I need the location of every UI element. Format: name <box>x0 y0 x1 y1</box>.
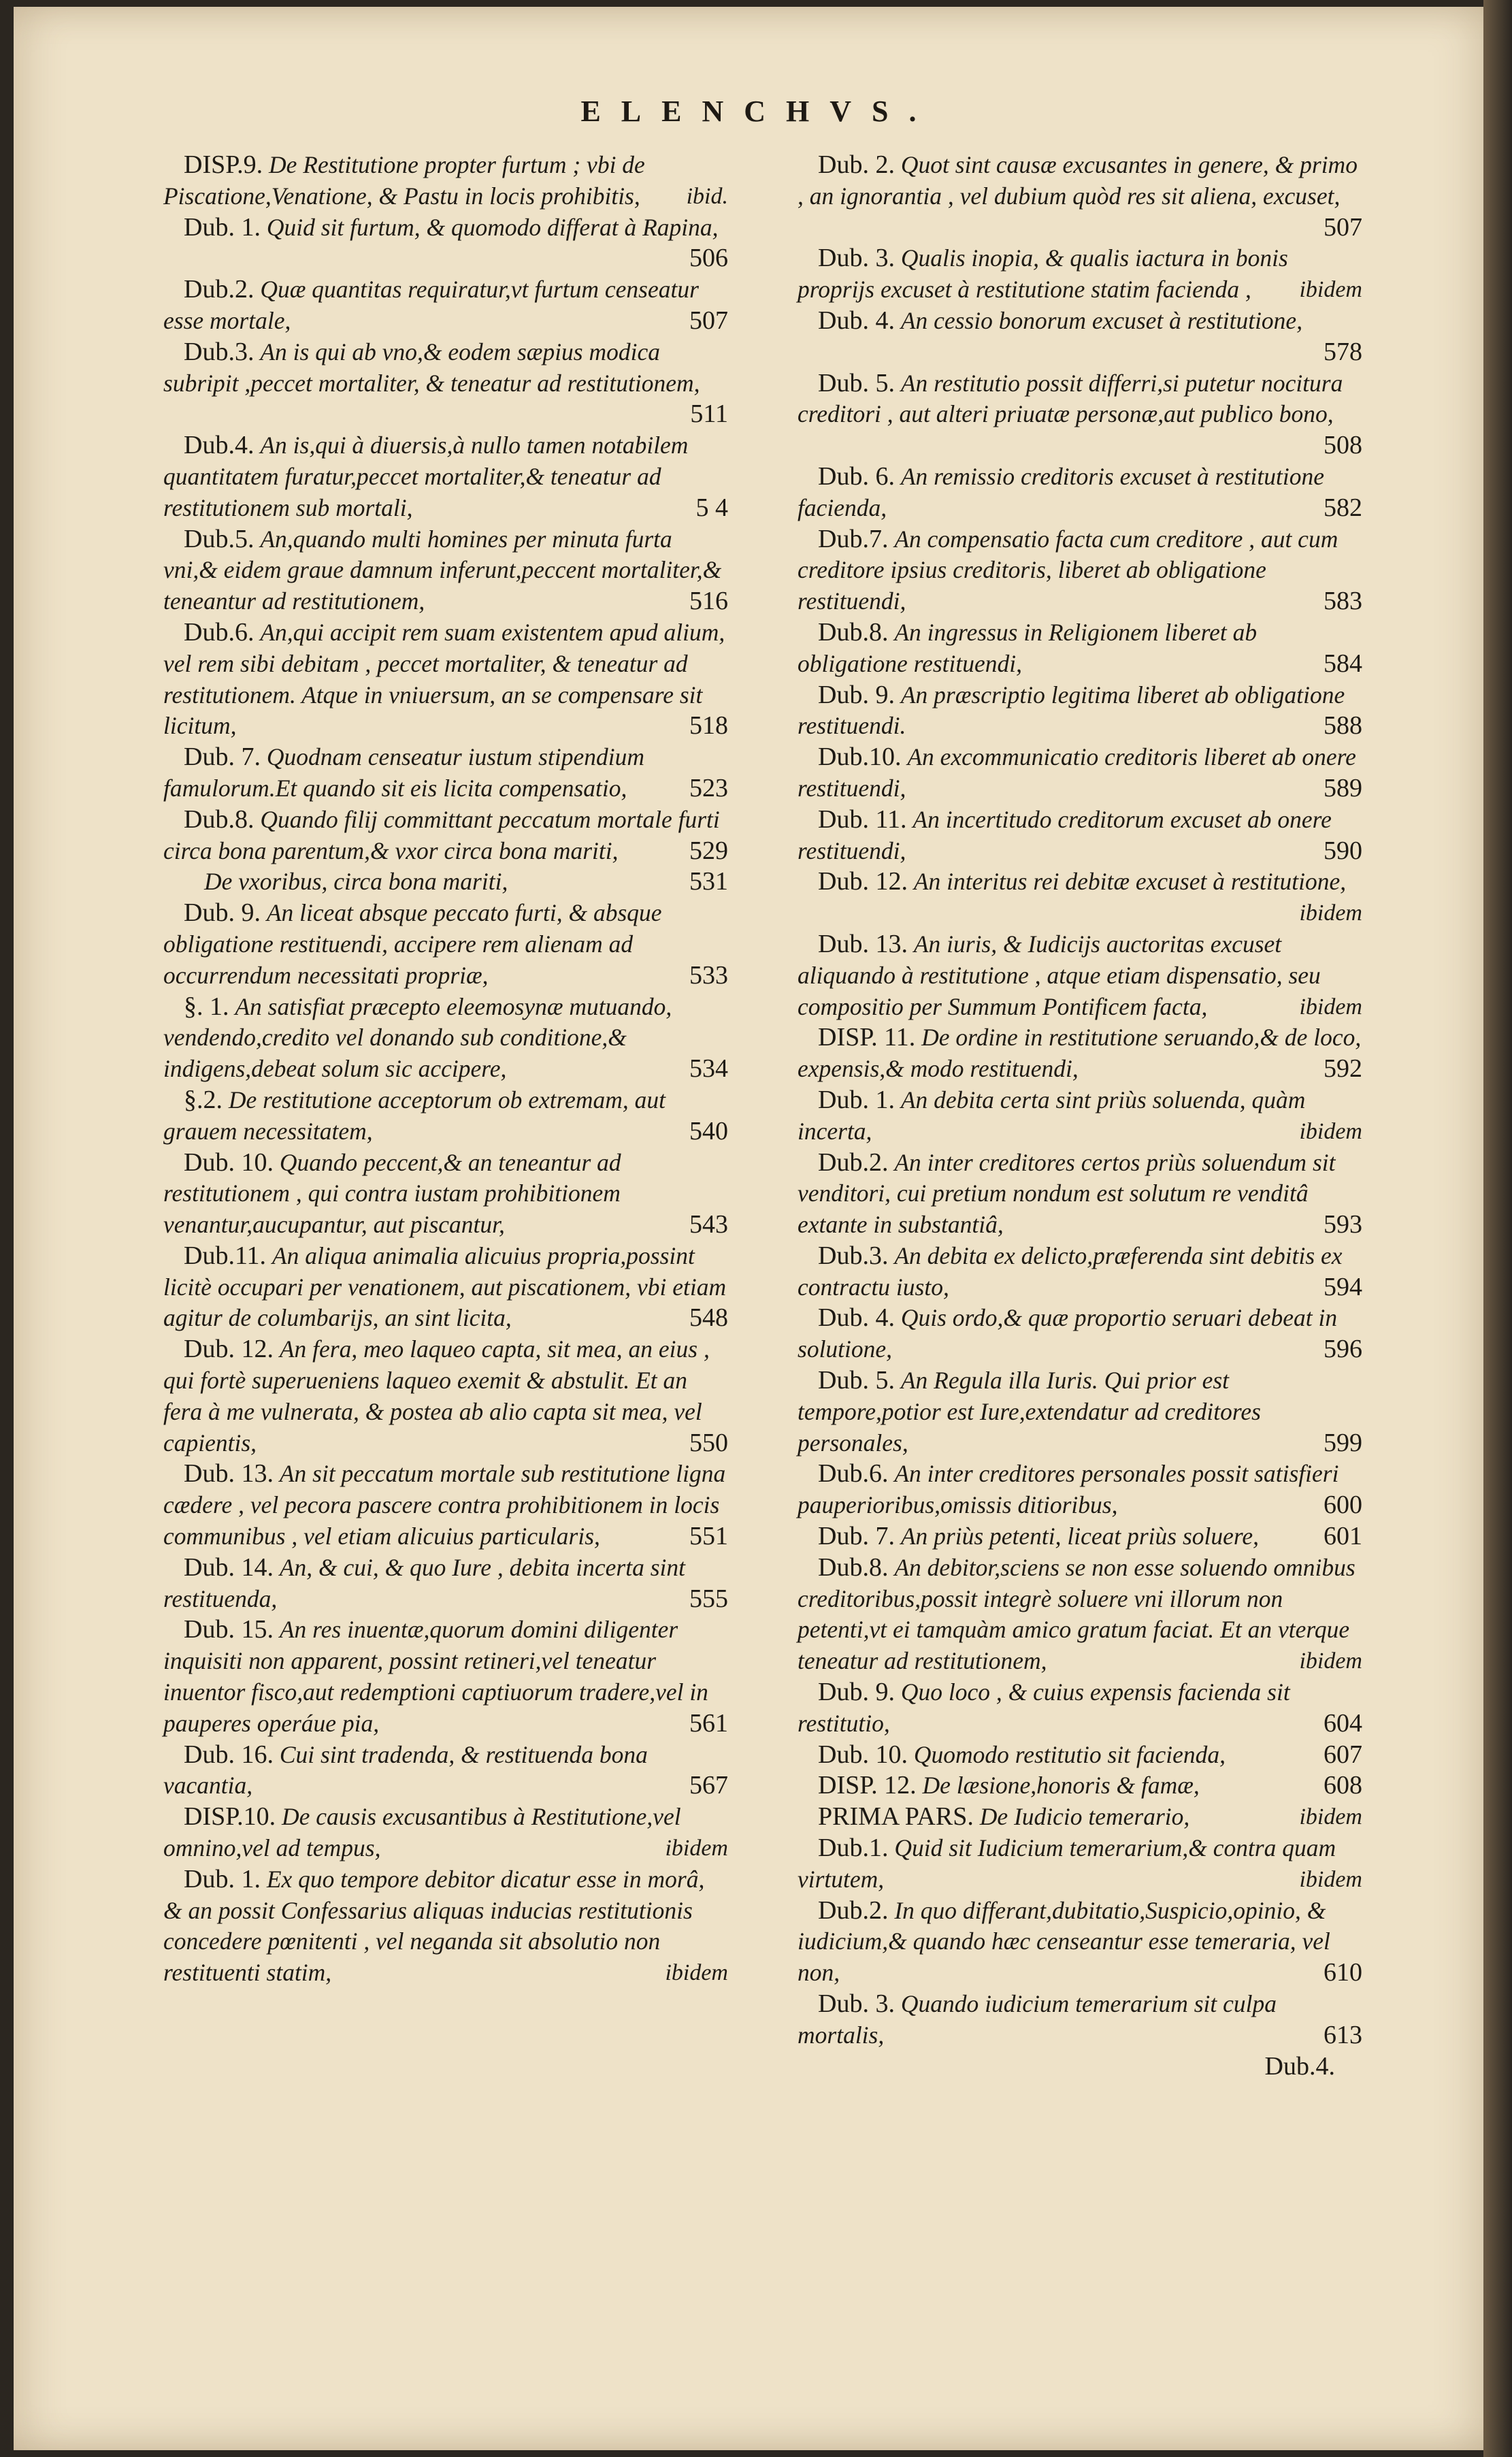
entry-label: Dub.5. <box>184 524 254 553</box>
entry-text: An is,qui à diuersis,à nullo tamen notabilem quantitatem furatur,peccet mortaliter,& teneatur ad restitutionem sub mortali, <box>163 432 689 521</box>
entry-text: Quo loco , & cuius expensis facienda sit restitutio, <box>798 1678 1290 1737</box>
entry-text: An satisfiat præcepto eleemosynæ mutuando, vendendo,credito vel donando sub conditione,& indigens,debeat solum sic accipere, <box>163 992 672 1083</box>
entry-text: An remissio creditoris excuset à restitutione facienda, <box>798 462 1324 521</box>
entry-label: Dub. 14. <box>184 1552 274 1582</box>
entry-label: Dub.1. <box>818 1834 889 1863</box>
index-entry <box>163 617 728 742</box>
entry-label: Dub. 9. <box>184 898 261 928</box>
page-number: 511 <box>690 400 728 429</box>
entry-label: Dub. 1. <box>184 1864 261 1893</box>
entry-text: An inter creditores personales possit satisfieri pauperioribus,omissis ditioribus, <box>798 1460 1339 1519</box>
entry-label: Dub. 15. <box>184 1615 274 1644</box>
entry-text: Quot sint causæ excusantes in genere, & primo , an ignorantia , vel dubium quòd res sit aliena, excuset, <box>798 151 1358 210</box>
page-number: 540 <box>689 1116 728 1145</box>
index-entry <box>798 1895 1362 1989</box>
page-number: ibidem <box>1299 277 1362 303</box>
entry-text: Cui sint tradenda, & restituenda bona vacantia, <box>163 1740 648 1800</box>
entry-label: Dub. 12. <box>818 867 908 896</box>
index-entry <box>163 1148 728 1241</box>
index-entry <box>163 274 728 337</box>
entry-text: De Restitutione propter furtum ; vbi de Piscatione,Venatione, & Pastu in locis prohibitis, <box>163 151 645 210</box>
page-number: 531 <box>689 867 728 896</box>
entry-text: An res inuentæ,quorum domini diligenter inquisiti non apparent, possint retineri,vel teneatur inuentor fisco,aut redemptioni captiuorum tradere,vel in pauperes operáue pia, <box>163 1616 708 1737</box>
entry-label: Dub.8. <box>818 617 889 647</box>
entry-text: De restitutione acceptorum ob extremam, aut grauem necessitatem, <box>163 1086 666 1145</box>
entry-label: Dub.8. <box>818 1552 889 1582</box>
entry-label: Dub. 7. <box>818 1522 895 1551</box>
entry-label: Dub. 5. <box>818 1366 895 1395</box>
entry-text: An Regula illa Iuris. Qui prior est tempore,potior est Iure,extendatur ad creditores personales, <box>798 1367 1261 1457</box>
entry-text: De ordine in restitutione seruando,& de loco, expensis,& modo restituendi, <box>798 1024 1362 1083</box>
index-entry <box>163 742 728 804</box>
entry-label: Dub. 9. <box>818 1678 895 1707</box>
entry-label: Dub. 7. <box>184 743 261 772</box>
index-entry <box>798 1677 1362 1740</box>
page-number: ibidem <box>1299 1866 1362 1892</box>
index-entry <box>798 150 1362 243</box>
page-number: 608 <box>1324 1771 1362 1800</box>
index-entry <box>163 150 728 212</box>
entry-label: Dub. 5. <box>818 368 895 397</box>
page-number: 507 <box>1324 212 1362 242</box>
entry-text: Quando filij committant peccatum mortale furti circa bona parentum,& vxor circa bona mariti, <box>163 805 720 864</box>
page-number: ibidem <box>1299 1118 1362 1144</box>
index-entry <box>798 1085 1362 1148</box>
entry-text: De Iudicio temerario, <box>979 1803 1190 1831</box>
page-number: 593 <box>1324 1210 1362 1239</box>
left-column <box>163 150 728 1989</box>
index-entry <box>798 804 1362 867</box>
index-entry <box>798 1770 1362 1802</box>
page-number: 523 <box>689 773 728 802</box>
entry-text: An debitor,sciens se non esse soluendo omnibus creditoribus,possit integrè soluere vni illorum non petenti,vt ei tamquàm amico gratum faciat. Et an vterque teneatur ad restitutionem, <box>798 1553 1355 1675</box>
page-number: ibidem <box>665 1960 728 1986</box>
entry-text: Ex quo tempore debitor dicatur esse in morâ, & an possit Confessarius aliquas inducias restitutionis concedere pœnitenti , vel neganda sit absolutio non restituenti statim, <box>163 1865 705 1987</box>
index-entry <box>163 992 728 1085</box>
entry-text: An liceat absque peccato furti, & absque obligatione restituendi, accipere rem alienam ad occurrendum necessitati propriæ, <box>163 899 662 989</box>
index-entry <box>798 1365 1362 1459</box>
index-entry <box>798 1552 1362 1677</box>
index-entry <box>798 1303 1362 1365</box>
index-entry <box>163 1334 728 1459</box>
entry-label: Dub. 6. <box>818 461 895 491</box>
entry-text: An ingressus in Religionem liberet ab obligatione restituendi, <box>798 618 1258 677</box>
index-entry <box>163 1241 728 1334</box>
entry-label: Dub.6. <box>818 1459 889 1488</box>
page-number: 516 <box>689 587 728 616</box>
entry-label: DISP.10. <box>184 1802 276 1832</box>
page-number: 508 <box>1324 431 1362 460</box>
index-entry <box>798 1022 1362 1085</box>
index-entry <box>163 212 728 275</box>
entry-text: An cessio bonorum excuset à restitutione, <box>900 306 1303 334</box>
index-entry <box>798 1521 1362 1552</box>
entry-text: An sit peccatum mortale sub restitutione ligna cædere , vel pecora pascere contra prohibitionem in locis communibus , vel etiam alicuius particularis, <box>163 1460 726 1550</box>
entry-label: Dub. 9. <box>818 680 895 709</box>
index-entry <box>163 1085 728 1148</box>
page-number: 588 <box>1324 711 1362 741</box>
page-number: 582 <box>1324 493 1362 522</box>
entry-text: An aliqua animalia alicuius propria,possint licitè occupari per venationem, aut piscationem, vbi etiam agitur de columbarijs, an sint licita, <box>163 1241 727 1332</box>
entry-text: An, & cui, & quo Iure , debita incerta sint restituenda, <box>163 1553 686 1612</box>
page-number: 578 <box>1324 337 1362 366</box>
entry-label: Dub. 13. <box>184 1459 274 1488</box>
entry-text: An is qui ab vno,& eodem sæpius modica subripit ,peccet mortaliter, & teneatur ad restitutionem, <box>163 338 700 397</box>
book-edge <box>1483 0 1512 2457</box>
entry-label: Dub.8. <box>184 804 254 834</box>
index-entry <box>798 243 1362 306</box>
index-entry <box>798 866 1362 929</box>
page-number: ibidem <box>1299 1648 1362 1674</box>
entry-label: Dub. 16. <box>184 1740 274 1769</box>
page-number: 590 <box>1324 836 1362 865</box>
index-entry <box>163 866 728 898</box>
entry-text: An excommunicatio creditoris liberet ab onere restituendi, <box>798 743 1356 802</box>
index-entry <box>163 1740 728 1802</box>
page-number: ibidem <box>665 1836 728 1861</box>
right-column <box>798 150 1362 2082</box>
page-number: 506 <box>689 244 728 273</box>
entry-text: Quid sit furtum, & quomodo differat à Rapina, <box>266 213 719 241</box>
entry-label: Dub. 10. <box>818 1740 908 1769</box>
index-entry <box>798 306 1362 368</box>
index-entry <box>163 1864 728 1989</box>
index-entry <box>163 1802 728 1864</box>
entry-label: PRIMA PARS. <box>818 1802 974 1832</box>
page-number: 599 <box>1324 1428 1362 1457</box>
entry-text: De causis excusantibus à Restitutione,vel omnino,vel ad tempus, <box>163 1803 681 1862</box>
index-entry <box>163 524 728 617</box>
entry-label: Dub.7. <box>818 524 889 553</box>
page-number: 529 <box>689 836 728 865</box>
book-page <box>14 7 1504 2450</box>
entry-label: Dub. 12. <box>184 1335 274 1364</box>
entry-text: Quomodo restitutio sit facienda, <box>913 1740 1226 1768</box>
entry-label: Dub.2. <box>184 275 254 304</box>
index-entry <box>163 337 728 430</box>
page-number: ibid. <box>686 183 728 209</box>
entry-label: Dub.11. <box>184 1241 267 1270</box>
entry-label: Dub.4. <box>184 431 254 460</box>
page-number: 594 <box>1324 1272 1362 1301</box>
page-number: 518 <box>689 711 728 741</box>
page-number: 613 <box>1324 2020 1362 2049</box>
index-entry <box>798 1740 1362 1771</box>
page-number: ibidem <box>1299 900 1362 926</box>
page-number: 561 <box>689 1708 728 1738</box>
index-entry <box>163 1552 728 1615</box>
page-number: 592 <box>1324 1054 1362 1084</box>
catchword: Dub.4. <box>1264 2051 1335 2081</box>
entry-text: Quando peccent,& an teneantur ad restitutionem , qui contra iustam prohibitionem venantur,aucupantur, aut piscantur, <box>163 1148 621 1239</box>
entry-text: An debita certa sint priùs soluenda, quàm incerta, <box>798 1086 1306 1145</box>
page-number: ibidem <box>1299 1804 1362 1830</box>
entry-text: In quo differant,dubitatio,Suspicio,opinio, & iudicium,& quando hæc censeantur esse temeraria, vel non, <box>798 1896 1330 1987</box>
page-header: ELENCHVS. <box>580 95 937 128</box>
page-number: 607 <box>1324 1740 1362 1769</box>
index-entry <box>798 929 1362 1022</box>
index-entry <box>798 680 1362 743</box>
page-number: 548 <box>689 1303 728 1333</box>
index-entry <box>798 1833 1362 1895</box>
entry-text: An,qui accipit rem suam existentem apud alium, vel rem sibi debitam , peccet mortaliter, & teneatur ad restitutionem. Atque in vniuersum, an se compensare sit licitum, <box>163 618 725 740</box>
entry-label: Dub. 4. <box>818 306 895 335</box>
entry-label: Dub. 2. <box>818 150 895 179</box>
entry-text: Quid sit Iudicium temerarium,& contra quam virtutem, <box>798 1834 1336 1893</box>
page-number: 583 <box>1324 587 1362 616</box>
index-entry <box>798 368 1362 461</box>
entry-label: DISP.9. <box>184 150 263 179</box>
page-number: 584 <box>1324 649 1362 678</box>
entry-text: An iuris, & Iudicijs auctoritas excuset aliquando à restitutione , atque etiam dispensatio, seu compositio per Summum Pontificem facta, <box>798 930 1321 1020</box>
entry-label: Dub.2. <box>818 1148 889 1177</box>
entry-text: An compensatio facta cum creditore , aut cum creditore ipsius creditoris, liberet ab obligatione restituendi, <box>798 525 1338 615</box>
entry-label: Dub. 1. <box>184 212 261 242</box>
page-number: 596 <box>1324 1335 1362 1364</box>
entry-label: Dub. 13. <box>818 929 908 958</box>
page-number: 589 <box>1324 773 1362 802</box>
index-entry <box>798 617 1362 680</box>
page-number: 610 <box>1324 1958 1362 1987</box>
entry-label: Dub.6. <box>184 617 254 647</box>
entry-text: Qualis inopia, & qualis iactura in bonis proprijs excuset à restitutione statim facienda , <box>798 244 1288 304</box>
page-number: 534 <box>689 1054 728 1084</box>
page-number: 567 <box>689 1771 728 1800</box>
page-number: 555 <box>689 1584 728 1613</box>
index-entry <box>798 1148 1362 1241</box>
entry-text: An fera, meo laqueo capta, sit mea, an eius , qui fortè superueniens laqueo exemit & abstulit. Et an fera à me vulnerata, & postea ab alio capta sit mea, vel capientis, <box>163 1335 710 1457</box>
entry-label: Dub. 10. <box>184 1148 274 1177</box>
index-entry <box>798 461 1362 524</box>
entry-text: Quodnam censeatur iustum stipendium famulorum.Et quando sit eis licita compensatio, <box>163 743 644 802</box>
page-number: 601 <box>1324 1522 1362 1551</box>
index-entry <box>798 1802 1362 1833</box>
page-number: 600 <box>1324 1491 1362 1520</box>
entry-label: Dub.3. <box>818 1241 889 1270</box>
index-entry <box>798 742 1362 804</box>
entry-text: An priùs petenti, liceat priùs soluere, <box>900 1523 1260 1550</box>
entry-label: Dub. 3. <box>818 1989 895 2019</box>
entry-text: De læsione,honoris & famæ, <box>922 1772 1200 1800</box>
entry-label: §.2. <box>184 1085 223 1114</box>
page-number: 5 4 <box>695 493 728 522</box>
page-number: ibidem <box>1299 994 1362 1020</box>
index-entry <box>798 1459 1362 1521</box>
entry-text: An debita ex delicto,præferenda sint debitis ex contractu iusto, <box>798 1241 1343 1301</box>
index-entry <box>163 898 728 991</box>
entry-text: Quis ordo,& quæ proportio seruari debeat in solutione, <box>798 1304 1338 1363</box>
index-entry <box>163 804 728 867</box>
page-number: 604 <box>1324 1708 1362 1738</box>
page-number: 507 <box>689 306 728 335</box>
index-entry <box>163 430 728 523</box>
entry-text: An incertitudo creditorum excuset ab onere restituendi, <box>798 805 1332 864</box>
page-number: 550 <box>689 1428 728 1457</box>
page-number: 551 <box>689 1522 728 1551</box>
entry-label: DISP. 11. <box>818 1023 916 1052</box>
entry-label: Dub. 4. <box>818 1303 895 1333</box>
index-entry <box>798 1241 1362 1303</box>
entry-text: An interitus rei debitæ excuset à restitutione, <box>913 868 1347 896</box>
entry-text: Quando iudicium temerarium sit culpa mortalis, <box>798 1990 1277 2049</box>
index-entry <box>798 1989 1362 2051</box>
entry-label: DISP. 12. <box>818 1771 917 1800</box>
entry-label: Dub. 1. <box>818 1085 895 1114</box>
page-number: 543 <box>689 1210 728 1239</box>
index-entry <box>163 1459 728 1552</box>
entry-text: An inter creditores certos priùs soluendum sit venditori, cui pretium nondum est solutum re venditâ extante in substantiâ, <box>798 1148 1336 1239</box>
entry-text: Quæ quantitas requiratur,vt furtum censeatur esse mortale, <box>163 276 699 334</box>
entry-text: De vxoribus, circa bona mariti, <box>204 868 508 896</box>
entry-label: Dub. 3. <box>818 244 895 273</box>
entry-label: §. 1. <box>184 992 229 1021</box>
entry-label: Dub.10. <box>818 743 902 772</box>
entry-text: An restitutio possit differri,si putetur nocitura creditori , aut alteri priuatæ personæ,aut publico bono, <box>798 369 1343 428</box>
page-number: 533 <box>689 960 728 990</box>
index-entry <box>163 1614 728 1739</box>
entry-text: An præscriptio legitima liberet ab obligatione restituendi. <box>798 681 1345 740</box>
entry-text: An,quando multi homines per minuta furta vni,& eidem graue damnum inferunt,peccent mortaliter,& teneantur ad restitutionem, <box>163 525 722 615</box>
entry-label: Dub.3. <box>184 337 254 366</box>
entry-label: Dub.2. <box>818 1895 889 1925</box>
entry-label: Dub. 11. <box>818 804 907 834</box>
index-entry <box>798 524 1362 617</box>
